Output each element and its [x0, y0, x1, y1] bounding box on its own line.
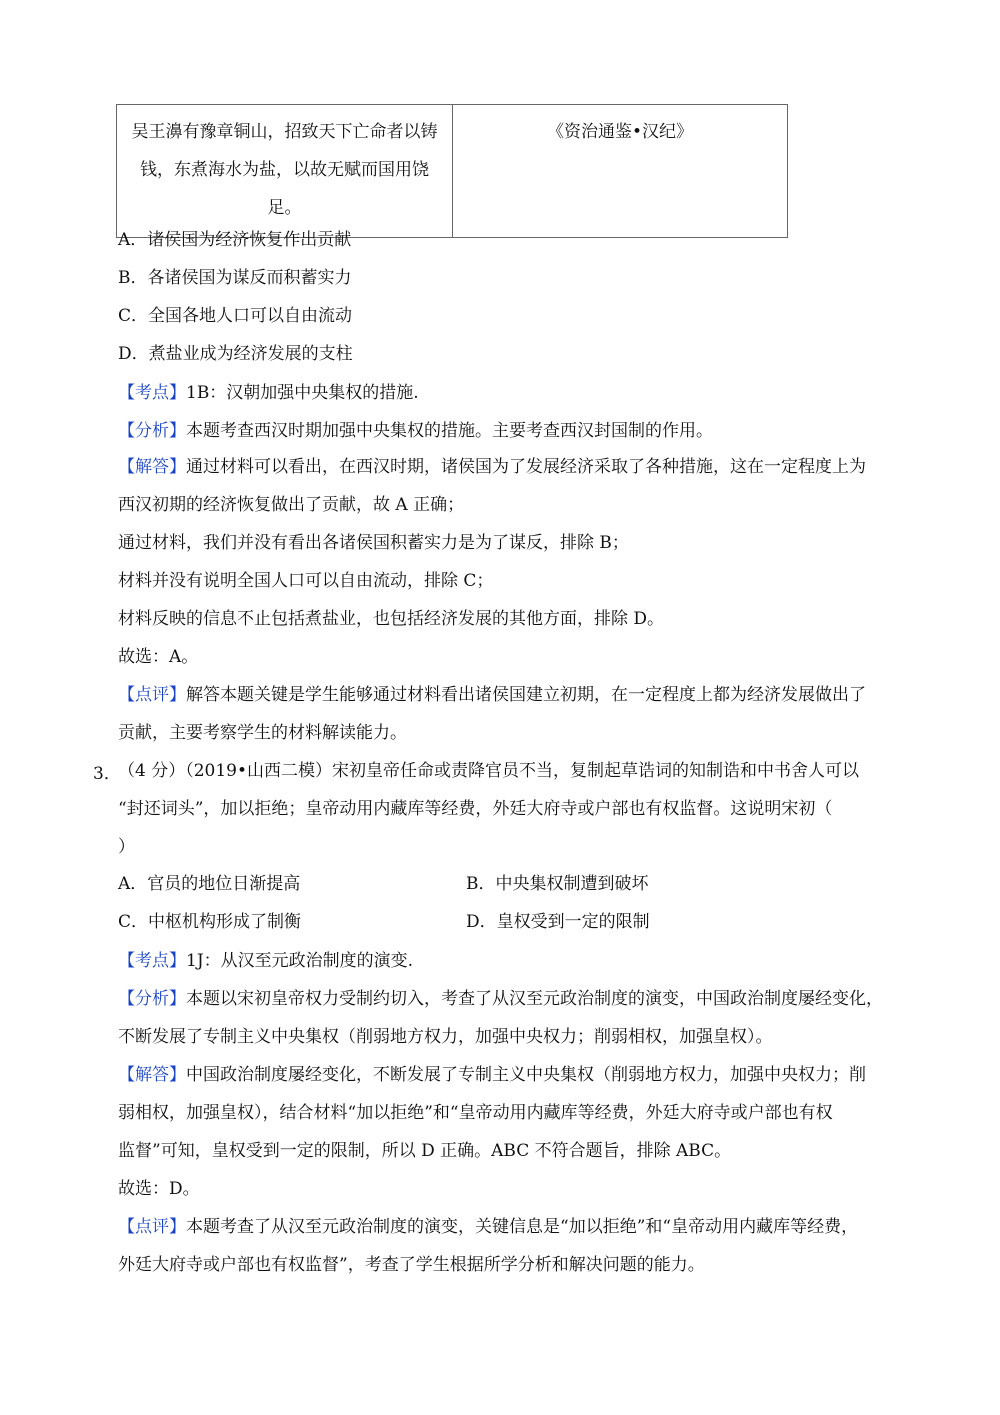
dianping-text: 解答本题关键是学生能够通过材料看出诸侯国建立初期，在一定程度上都为经济发展做出了 [186, 685, 866, 705]
q2-jieda [118, 455, 866, 479]
q3-option-c: C．中枢机构形成了制衡 [118, 912, 302, 932]
quote-line-3: 足。 [267, 198, 302, 218]
source-material-table [116, 104, 788, 238]
q3-number: 3． [93, 764, 121, 784]
q2-kaodian [118, 381, 419, 405]
kaodian-text: 1B：汉朝加强中央集权的措施. [186, 383, 419, 403]
q2-jieda-line-2: 西汉初期的经济恢复做出了贡献，故 A 正确； [118, 495, 465, 515]
kaodian-text: 1J：从汉至元政治制度的演变. [186, 951, 414, 971]
q3-option-b: B．中央集权制遭到破坏 [466, 874, 649, 894]
q2-dianping [118, 683, 866, 707]
q3-option-a: A．官员的地位日渐提高 [118, 874, 301, 894]
kaodian-tag: 【考点】 [118, 383, 186, 403]
q2-option-b: B．各诸侯国为谋反而积蓄实力 [118, 268, 352, 288]
q3-dianping-line-2: 外廷大府寺或户部也有权监督”，考查了学生根据所学分析和解决问题的能力。 [118, 1255, 705, 1275]
fenxi-tag: 【分析】 [118, 421, 186, 441]
fenxi-text: 本题以宋初皇帝权力受制约切入，考查了从汉至元政治制度的演变，中国政治制度屡经变化， [186, 989, 883, 1009]
q2-jieda-line-3: 通过材料，我们并没有看出各诸侯国积蓄实力是为了谋反，排除 B； [118, 533, 629, 553]
q2-option-d: D．煮盐业成为经济发展的支柱 [118, 344, 353, 364]
fenxi-text: 本题考查西汉时期加强中央集权的措施。主要考查西汉封国制的作用。 [186, 421, 713, 441]
quote-line-1: 吴王濞有豫章铜山，招致天下亡命者以铸 [131, 122, 438, 142]
q3-stem-line-2: “封还词头”，加以拒绝；皇帝动用内藏库等经费，外廷大府寺或户部也有权监督。这说明宋初（ [118, 799, 833, 819]
q3-option-d: D．皇权受到一定的限制 [466, 912, 650, 932]
q3-fenxi-line-2: 不断发展了专制主义中央集权（削弱地方权力，加强中央权力；削弱相权，加强皇权）。 [118, 1027, 773, 1047]
q3-stem-line-1: （4 分）（2019•山西二模）宋初皇帝任命或责降官员不当，复制起草诰词的知制诰和中书舍人可以 [118, 761, 860, 781]
dianping-text: 本题考查了从汉至元政治制度的演变，关键信息是“加以拒绝”和“皇帝动用内藏库等经费， [186, 1217, 859, 1237]
q2-option-a: A．诸侯国为经济恢复作出贡献 [118, 230, 352, 250]
q3-answer: 故选：D。 [118, 1179, 200, 1199]
q2-dianping-line-2: 贡献，主要考察学生的材料解读能力。 [118, 723, 407, 743]
dianping-tag: 【点评】 [118, 685, 186, 705]
source-cell: 《资治通鉴•汉纪》 [453, 105, 788, 238]
q2-jieda-line-4: 材料并没有说明全国人口可以自由流动，排除 C； [118, 571, 494, 591]
jieda-text: 通过材料可以看出，在西汉时期，诸侯国为了发展经济采取了各种措施，这在一定程度上为 [186, 457, 866, 477]
fenxi-tag: 【分析】 [118, 989, 186, 1009]
kaodian-tag: 【考点】 [118, 951, 186, 971]
jieda-tag: 【解答】 [118, 457, 186, 477]
q2-answer: 故选：A。 [118, 647, 199, 667]
q2-jieda-line-5: 材料反映的信息不止包括煮盐业，也包括经济发展的其他方面，排除 D。 [118, 609, 665, 629]
q3-dianping [118, 1215, 858, 1239]
q3-jieda-line-3: 监督”可知，皇权受到一定的限制，所以 D 正确。ABC 不符合题旨，排除 ABC。 [118, 1141, 732, 1161]
jieda-text: 中国政治制度屡经变化，不断发展了专制主义中央集权（削弱地方权力，加强中央权力；削 [186, 1065, 866, 1085]
jieda-tag: 【解答】 [118, 1065, 186, 1085]
dianping-tag: 【点评】 [118, 1217, 186, 1237]
q3-kaodian [118, 949, 413, 973]
q3-fenxi [118, 987, 883, 1011]
q3-jieda-line-2: 弱相权，加强皇权），结合材料“加以拒绝”和“皇帝动用内藏库等经费，外廷大府寺或户部也有权 [118, 1103, 833, 1123]
q2-fenxi [118, 419, 713, 443]
q3-stem-line-3: ） [118, 837, 135, 857]
q3-jieda [118, 1063, 866, 1087]
q2-option-c: C．全国各地人口可以自由流动 [118, 306, 353, 326]
quote-line-2: 钱，东煮海水为盐，以故无赋而国用饶 [140, 160, 429, 180]
quote-cell [117, 105, 453, 238]
